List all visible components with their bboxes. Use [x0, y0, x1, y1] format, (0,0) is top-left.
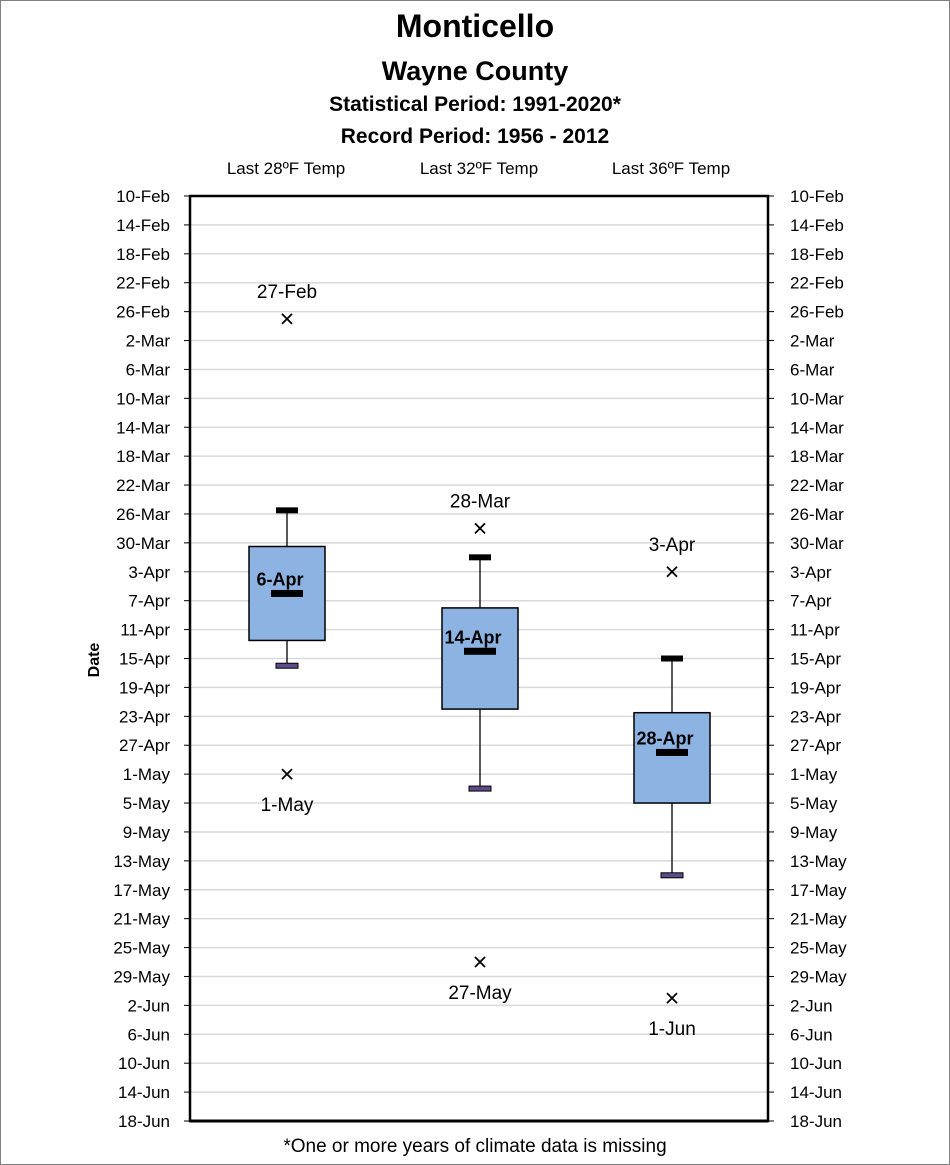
y-tick-label-left: 15-Apr [118, 649, 170, 669]
median-label: 14-Apr [444, 627, 502, 648]
y-tick-label-left: 2-Mar [125, 331, 170, 351]
record-early-label: 27-Feb [256, 281, 318, 303]
y-tick-label-right: 10-Jun [790, 1054, 842, 1074]
x-category-label: Last 32ºF Temp [419, 159, 539, 178]
median-label: 6-Apr [256, 569, 304, 590]
y-tick-label-right: 9-May [790, 822, 838, 842]
y-axis-label: Date [86, 642, 103, 678]
record-late-label: 1-Jun [648, 1019, 696, 1041]
whisker-cap-early [276, 507, 298, 513]
y-tick-label-right: 18-Mar [790, 447, 844, 467]
y-tick-label-right: 30-Mar [790, 533, 844, 553]
y-tick-label-right: 26-Feb [790, 302, 844, 322]
record-early-label: 3-Apr [648, 534, 696, 556]
whisker-cap-early [469, 554, 491, 560]
y-tick-label-right: 17-May [790, 880, 847, 900]
iqr-box [634, 713, 710, 803]
y-tick-label-right: 18-Jun [790, 1112, 842, 1131]
x-category-label: Last 28ºF Temp [226, 159, 346, 178]
y-tick-label-right: 14-Feb [790, 215, 844, 235]
y-tick-label-left: 30-Mar [116, 533, 170, 553]
y-tick-label-left: 22-Feb [116, 273, 170, 293]
y-tick-label-right: 29-May [790, 967, 847, 987]
y-tick-label-right: 27-Apr [790, 736, 842, 756]
y-tick-label-right: 21-May [790, 909, 847, 929]
y-tick-label-left: 11-Apr [120, 620, 170, 640]
y-tick-label-left: 5-May [122, 794, 170, 814]
chart-title: Monticello [395, 8, 555, 44]
iqr-box [442, 608, 518, 709]
y-tick-label-left: 23-Apr [118, 707, 170, 727]
y-tick-label-right: 26-Mar [790, 504, 844, 524]
median-marker [656, 749, 688, 756]
y-tick-label-left: 1-May [122, 765, 170, 785]
median-label: 28-Apr [636, 728, 694, 749]
footnote: *One or more years of climate data is missing [283, 1136, 667, 1157]
y-tick-label-right: 14-Mar [790, 418, 844, 438]
y-tick-label-right: 11-Apr [790, 620, 840, 640]
y-tick-label-left: 18-Jun [118, 1112, 170, 1131]
y-tick-label-left: 10-Jun [118, 1054, 170, 1074]
y-tick-label-left: 9-May [122, 822, 170, 842]
y-tick-label-left: 18-Feb [116, 244, 170, 264]
y-tick-label-left: 6-Jun [127, 1025, 170, 1045]
y-tick-label-left: 26-Feb [116, 302, 170, 322]
y-tick-label-right: 18-Feb [790, 244, 844, 264]
y-tick-label-left: 29-May [113, 967, 170, 987]
record-early-marker [475, 523, 485, 533]
y-tick-label-left: 22-Mar [116, 476, 170, 496]
y-tick-label-left: 19-Apr [118, 678, 170, 698]
y-tick-label-left: 18-Mar [116, 447, 170, 467]
whisker-cap-early [661, 656, 683, 662]
y-tick-label-left: 10-Feb [116, 187, 170, 206]
y-tick-label-left: 25-May [113, 938, 170, 958]
y-tick-label-right: 22-Feb [790, 273, 844, 293]
y-tick-label-left: 7-Apr [128, 591, 170, 611]
y-tick-label-right: 10-Mar [790, 389, 844, 409]
y-tick-label-left: 14-Jun [118, 1083, 170, 1103]
y-tick-label-left: 14-Mar [116, 418, 170, 438]
y-tick-label-right: 2-Mar [790, 331, 835, 351]
record-early-label: 28-Mar [449, 491, 511, 513]
record-period: Record Period: 1956 - 2012 [340, 125, 610, 148]
record-late-label: 27-May [448, 983, 512, 1005]
y-tick-label-left: 14-Feb [116, 215, 170, 235]
y-tick-label-right: 13-May [790, 851, 847, 871]
y-tick-label-right: 23-Apr [790, 707, 842, 727]
y-tick-label-left: 6-Mar [125, 360, 170, 380]
chart-subtitle: Wayne County [381, 56, 569, 86]
statistical-period: Statistical Period: 1991-2020* [329, 93, 621, 116]
y-tick-label-right: 19-Apr [790, 678, 842, 698]
whisker-cap-late [661, 873, 683, 878]
y-tick-label-right: 25-May [790, 938, 847, 958]
y-tick-label-left: 2-Jun [127, 996, 170, 1016]
y-tick-label-right: 3-Apr [790, 562, 832, 582]
y-tick-label-right: 22-Mar [790, 476, 844, 496]
y-tick-label-right: 5-May [790, 794, 838, 814]
y-tick-label-left: 21-May [113, 909, 170, 929]
y-tick-label-right: 2-Jun [790, 996, 833, 1016]
y-tick-label-left: 26-Mar [116, 504, 170, 524]
median-marker [464, 648, 496, 655]
y-tick-label-left: 27-Apr [118, 736, 170, 756]
y-tick-label-right: 10-Feb [790, 187, 844, 206]
record-late-label: 1-May [260, 795, 314, 817]
x-category-label: Last 36ºF Temp [611, 159, 731, 178]
record-late-marker [475, 957, 485, 967]
y-tick-label-right: 6-Jun [790, 1025, 833, 1045]
y-tick-label-right: 15-Apr [790, 649, 842, 669]
y-tick-label-left: 13-May [113, 851, 170, 871]
y-tick-label-right: 6-Mar [790, 360, 835, 380]
y-tick-label-right: 14-Jun [790, 1083, 842, 1103]
y-tick-label-left: 17-May [113, 880, 170, 900]
whisker-cap-late [276, 663, 298, 668]
y-tick-label-left: 3-Apr [128, 562, 170, 582]
median-marker [271, 590, 303, 597]
y-tick-label-right: 1-May [790, 765, 838, 785]
whisker-cap-late [469, 786, 491, 791]
record-late-marker [667, 993, 677, 1003]
y-tick-label-left: 10-Mar [116, 389, 170, 409]
y-tick-label-right: 7-Apr [790, 591, 832, 611]
record-early-marker [282, 314, 292, 324]
